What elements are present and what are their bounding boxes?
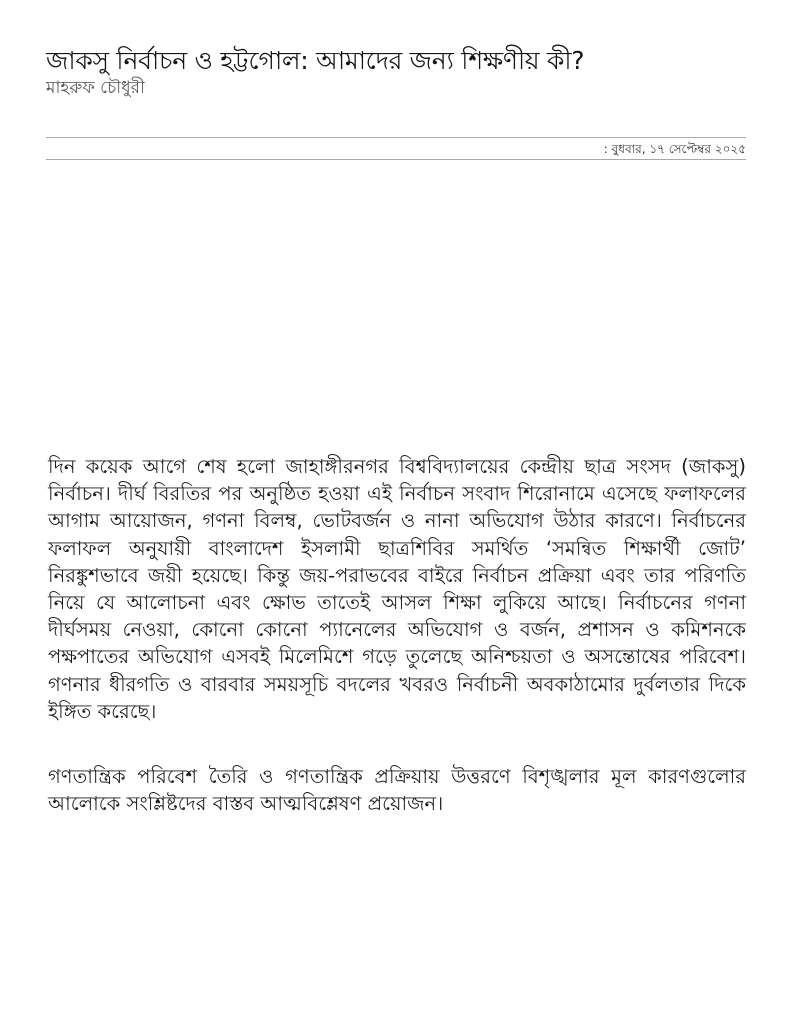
article-body: [48, 453, 746, 817]
body-paragraph: গণতান্ত্রিক পরিবেশ তৈরি ও গণতান্ত্রিক প্রক্রিয়ায় উত্তরণে বিশৃঙ্খলার মূল কারণগুলোর আলোকে সংশ্লিষ্টদের বাস্তব আত্মবিশ্লেষণ প্রয়োজন।: [48, 765, 746, 816]
publish-date: : বুধবার, ১৭ সেপ্টেম্বর ২০২৫: [603, 142, 746, 156]
article-header: [46, 42, 746, 100]
body-paragraph: দিন কয়েক আগে শেষ হলো জাহাঙ্গীরনগর বিশ্ববিদ্যালয়ের কেন্দ্রীয় ছাত্র সংসদ (জাকসু) নির্বাচন। দীর্ঘ বিরতির পর অনুষ্ঠিত হওয়া এই নির্বাচন সংবাদ শিরোনামে এসেছে ফলাফলের আগাম আয়োজন, গণনা বিলম্ব, ভোটবর্জন ও নানা অভিযোগ উঠার কারণে। নির্বাচনের ফলাফল অনুযায়ী বাংলাদেশ ইসলামী ছাত্রশিবির সমর্থিত ‘সমন্বিত শিক্ষার্থী জোট’ নিরঙ্কুশভাবে জয়ী হয়েছে। কিন্তু জয়-পরাভবের বাইরে নির্বাচন প্রক্রিয়া এবং তার পরিণতি নিয়ে যে আলোচনা এবং ক্ষোভ তাতেই আসল শিক্ষা লুকিয়ে আছে। নির্বাচনের গণনা দীর্ঘসময় নেওয়া, কোনো কোনো প্যানেলের অভিযোগ ও বর্জন, প্রশাসন ও কমিশনকে পক্ষপাতের অভিযোগ এসবই মিলেমিশে গড়ে তুলেছে অনিশ্চয়তা ও অসন্তোষের পরিবেশ। গণনার ধীরগতি ও বারবার সময়সূচি বদলের খবরও নির্বাচনী অবকাঠামোর দুর্বলতার দিকে ইঙ্গিত করেছে।: [48, 455, 746, 723]
article-image-area: [46, 170, 746, 445]
author-byline: মাহরুফ চৌধুরী: [46, 78, 145, 98]
article-headline: জাকসু নির্বাচন ও হট্টগোল: আমাদের জন্য শিক্ষণীয় কী?: [46, 46, 585, 75]
date-divider-bottom: [46, 159, 746, 160]
date-divider-top: [46, 137, 746, 138]
